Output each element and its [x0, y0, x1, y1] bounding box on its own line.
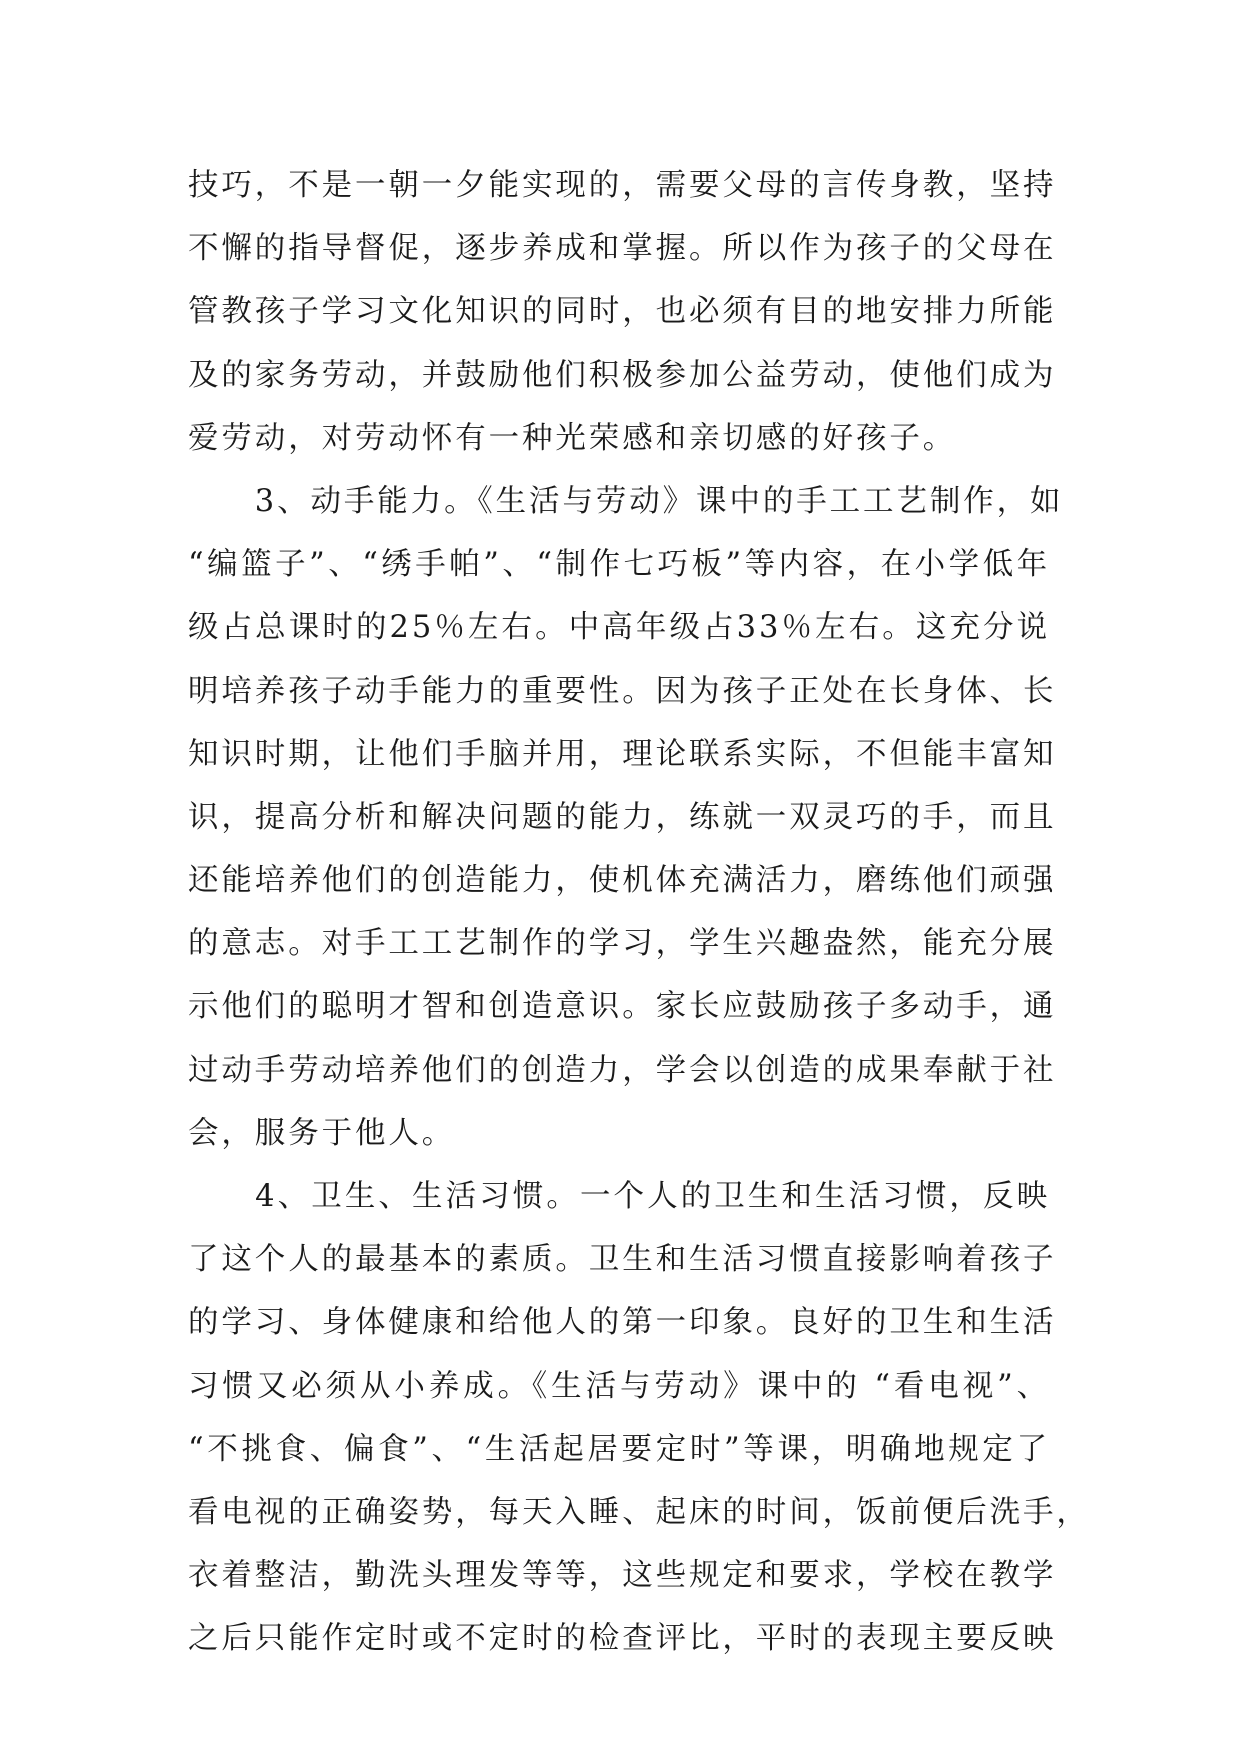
text-line: 明培养孩子动手能力的重要性。因为孩子正处在长身体、长 [188, 673, 1057, 709]
text-line: “不挑食、偏食”、“生活起居要定时”等课，明确地规定了 [188, 1431, 1050, 1467]
text-line: 衣着整洁，勤洗头理发等等，这些规定和要求，学校在教学 [188, 1558, 1057, 1594]
text-line: 知识时期，让他们手脑并用，理论联系实际，不但能丰富知 [188, 736, 1057, 772]
text-line: 还能培养他们的创造能力，使机体充满活力，磨练他们顽强 [188, 863, 1057, 899]
text-line: 示他们的聪明才智和创造意识。家长应鼓励孩子多动手，通 [188, 989, 1057, 1025]
document-body [188, 154, 1090, 1671]
text-line: 习惯又必须从小养成。《生活与劳动》课中的 “看电视”、 [188, 1368, 1050, 1404]
text-line: 的学习、身体健康和给他人的第一印象。良好的卫生和生活 [188, 1305, 1057, 1341]
text-line: 看电视的正确姿势，每天入睡、起床的时间，饭前便后洗手， [188, 1494, 1090, 1530]
text-line: 不懈的指导督促，逐步养成和掌握。所以作为孩子的父母在 [188, 231, 1057, 267]
text-line: 4、卫生、生活习惯。一个人的卫生和生活习惯，反映 [188, 1179, 1050, 1214]
text-line: 识，提高分析和解决问题的能力，练就一双灵巧的手，而且 [188, 799, 1057, 835]
text-line: 爱劳动，对劳动怀有一种光荣感和亲切感的好孩子。 [188, 420, 957, 456]
text-line: 会，服务于他人。 [188, 1115, 456, 1151]
text-line: 3、动手能力。《生活与劳动》课中的手工工艺制作，如 [188, 483, 1064, 519]
text-line: 技巧，不是一朝一夕能实现的，需要父母的言传身教，坚持 [188, 168, 1057, 203]
text-line: 级占总课时的25％左右。中高年级占33％左右。这充分说 [188, 610, 1050, 646]
text-line: 之后只能作定时或不定时的检查评比，平时的表现主要反映 [188, 1621, 1057, 1657]
text-line: 过动手劳动培养他们的创造力，学会以创造的成果奉献于社 [188, 1052, 1057, 1088]
text-line: 的意志。对手工工艺制作的学习，学生兴趣盎然，能充分展 [188, 926, 1057, 962]
text-line: 及的家务劳动，并鼓励他们积极参加公益劳动，使他们成为 [188, 357, 1057, 393]
text-line: 了这个人的最基本的素质。卫生和生活习惯直接影响着孩子 [188, 1242, 1057, 1278]
text-line: 管教孩子学习文化知识的同时，也必须有目的地安排力所能 [188, 294, 1057, 330]
text-line: “编篮子”、“绣手帕”、“制作七巧板”等内容，在小学低年 [188, 547, 1050, 583]
